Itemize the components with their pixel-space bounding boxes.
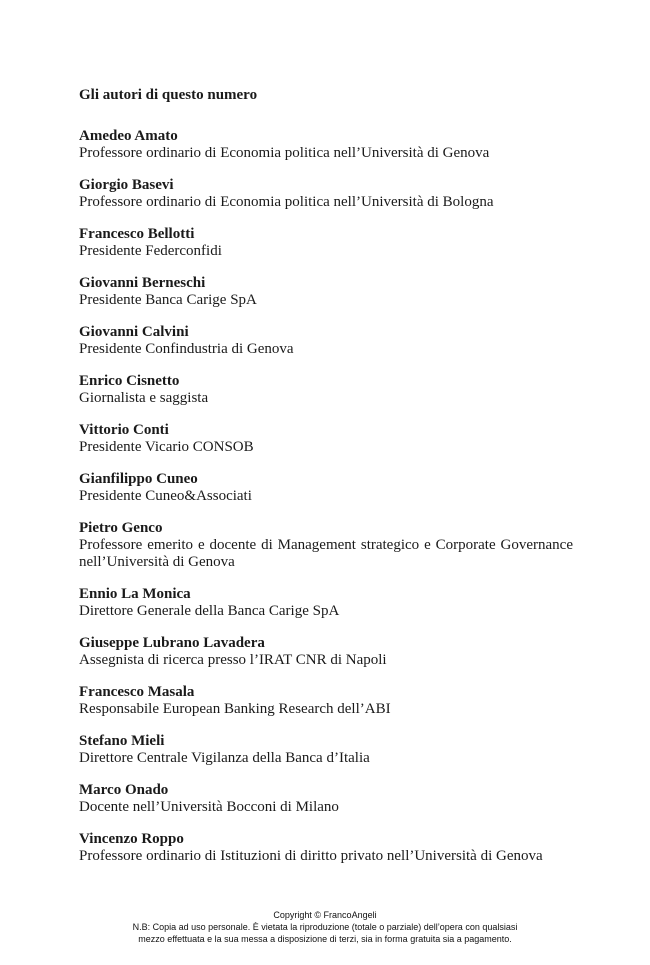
author-name: Francesco Masala xyxy=(79,684,195,700)
author-name: Enrico Cisnetto xyxy=(79,373,180,389)
author-entry xyxy=(79,733,573,767)
author-entry xyxy=(79,635,573,669)
copyright-line: Copyright © FrancoAngeli xyxy=(273,910,377,920)
author-role: Presidente Vicario CONSOB xyxy=(79,439,254,455)
author-name: Giovanni Berneschi xyxy=(79,275,206,291)
author-name: Stefano Mieli xyxy=(79,733,165,749)
author-name: Marco Onado xyxy=(79,782,169,798)
author-entry xyxy=(79,275,573,309)
author-entry xyxy=(79,177,573,211)
author-role: Presidente Confindustria di Genova xyxy=(79,341,294,357)
author-role: Docente nell’Università Bocconi di Milano xyxy=(79,799,339,815)
author-role: Direttore Generale della Banca Carige SpA xyxy=(79,603,340,619)
author-name: Pietro Genco xyxy=(79,520,163,536)
author-entry xyxy=(79,226,573,260)
author-name: Ennio La Monica xyxy=(79,586,191,602)
author-name: Gianfilippo Cuneo xyxy=(79,471,198,487)
author-name: Giovanni Calvini xyxy=(79,324,189,340)
authors-page xyxy=(79,86,573,880)
author-name: Vincenzo Roppo xyxy=(79,831,184,847)
copyright-notice-line-1: N.B: Copia ad uso personale. È vietata la riproduzione (totale o parziale) dell’opera con qualsiasi xyxy=(132,922,518,932)
author-name: Giorgio Basevi xyxy=(79,177,174,193)
copyright-notice-line-2: mezzo effettuata e la sua messa a disposizione di terzi, sia in forma gratuita sia a pagamento. xyxy=(138,934,512,944)
author-entry xyxy=(79,324,573,358)
author-role: Professore emerito e docente di Management strategico e Corporate Governance nell’Università di Genova xyxy=(79,537,573,570)
author-role: Professore ordinario di Istituzioni di diritto privato nell’Università di Genova xyxy=(79,848,543,864)
author-role: Responsabile European Banking Research dell’ABI xyxy=(79,701,391,717)
author-entry xyxy=(79,831,573,865)
author-entry xyxy=(79,586,573,620)
author-role: Presidente Cuneo&Associati xyxy=(79,488,252,504)
author-entry xyxy=(79,684,573,718)
author-name: Vittorio Conti xyxy=(79,422,169,438)
author-role: Assegnista di ricerca presso l’IRAT CNR di Napoli xyxy=(79,652,387,668)
author-role: Professore ordinario di Economia politica nell’Università di Bologna xyxy=(79,194,494,210)
author-role: Presidente Banca Carige SpA xyxy=(79,292,257,308)
author-role: Professore ordinario di Economia politica nell’Università di Genova xyxy=(79,145,490,161)
author-entry xyxy=(79,373,573,407)
section-title: Gli autori di questo numero xyxy=(79,87,258,103)
author-entry xyxy=(79,782,573,816)
author-name: Amedeo Amato xyxy=(79,128,178,144)
copyright-footer xyxy=(0,909,650,945)
author-role: Direttore Centrale Vigilanza della Banca d’Italia xyxy=(79,750,370,766)
author-role: Presidente Federconfidi xyxy=(79,243,222,259)
author-name: Giuseppe Lubrano Lavadera xyxy=(79,635,265,651)
author-entry xyxy=(79,422,573,456)
author-role: Giornalista e saggista xyxy=(79,390,209,406)
author-entry xyxy=(79,520,573,571)
author-entry xyxy=(79,471,573,505)
author-name: Francesco Bellotti xyxy=(79,226,195,242)
author-entry xyxy=(79,128,573,162)
